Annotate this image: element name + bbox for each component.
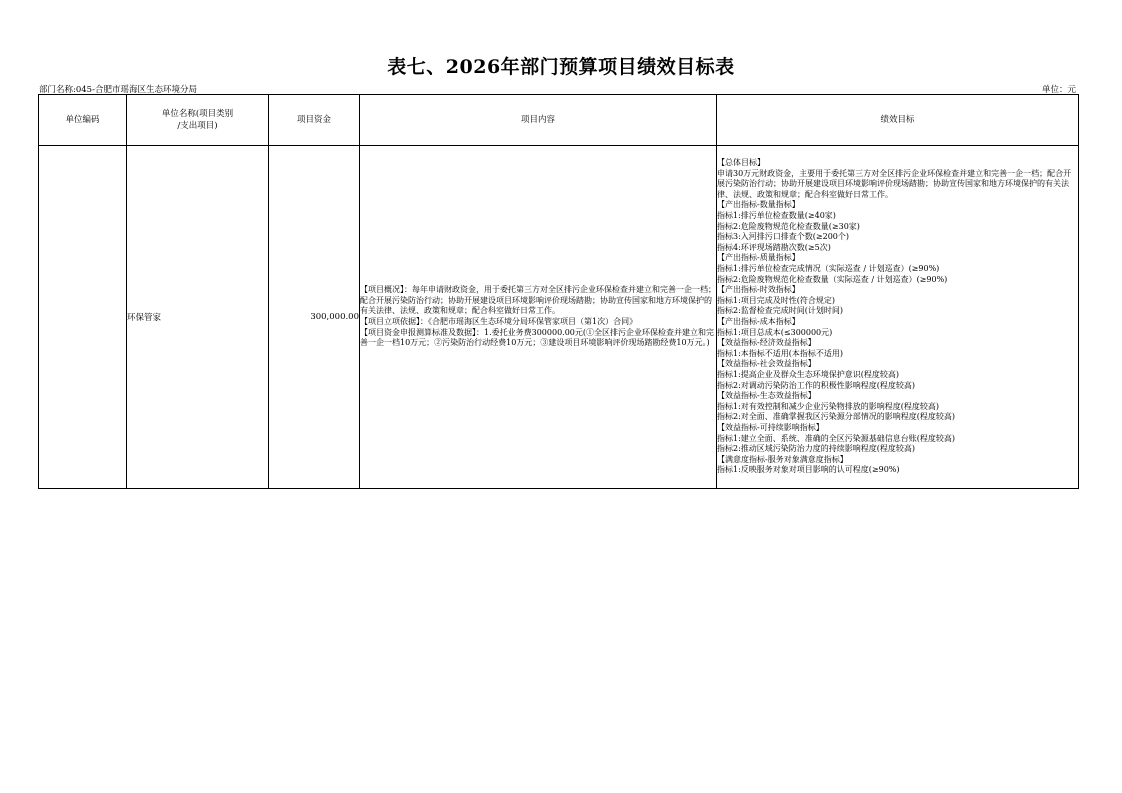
target-line: 指标3:入河排污口排查个数(≥200个)	[717, 232, 849, 242]
target-line: 申请30万元财政资金，主要用于委托第三方对全区排污企业环保检查并建立和完善一企一档；配合开展污染防治行动；协助开展建设项目环境影响评价现场踏勘；协助宣传国家和地方环境保护的有关法律、法规、政策和规章；配合科室做好日常工作。	[717, 168, 1072, 199]
target-line: 指标1:反映服务对象对项目影响的认可程度(≥90%)	[717, 465, 900, 475]
target-line: 指标2:监督检查完成时间(计划时间)	[717, 306, 844, 316]
performance-target-table	[38, 94, 1079, 489]
target-line: 指标1:本指标不适用(本指标不适用)	[717, 348, 844, 358]
target-line: 【总体目标】	[717, 158, 765, 168]
cell-unit-code	[39, 146, 127, 489]
header-unit-name-line1: 单位名称(项目类别	[161, 109, 234, 119]
cell-project-name: 环保管家	[127, 146, 269, 489]
content-overview: 【项目概况】：每年申请财政资金，用于委托第三方对全区排污企业环保检查并建立和完善一企一档；配合开展污染防治行动；协助开展建设项目环境影响评价现场踏勘；协助宣传国家和地方环境保护的有关法律、法规、政策和规章；配合科室做好日常工作。	[360, 285, 716, 316]
target-line: 【产出指标-质量指标】	[717, 253, 800, 263]
target-line: 【产出指标-成本指标】	[717, 317, 800, 326]
header-project-fund: 项目资金	[269, 95, 360, 146]
target-line: 指标1:建立全面、系统、准确的全区污染源基础信息台账(程度较高)	[717, 433, 956, 443]
target-line: 指标1:提高企业及群众生态环境保护意识(程度较高)	[717, 369, 900, 379]
header-unit-code: 单位编码	[39, 95, 127, 146]
cell-performance-target	[717, 146, 1079, 489]
target-line: 【满意度指标-服务对象满意度指标】	[717, 454, 848, 464]
header-performance-target: 绩效目标	[717, 95, 1079, 146]
target-line: 指标1:项目完成及时性(符合规定)	[717, 295, 836, 305]
target-line: 【效益指标-经济效益指标】	[717, 338, 816, 348]
unit-label: 单位：元	[1041, 85, 1076, 95]
target-line: 【效益指标-社会效益指标】	[717, 359, 816, 369]
target-line: 指标1:对有效控制和减少企业污染物排放的影响程度(程度较高)	[717, 401, 940, 411]
content-basis: 【项目立项依据】：《合肥市瑶海区生态环境分局环保管家项目（第1次）合同》	[360, 317, 638, 326]
department-name: 部门名称:045-合肥市瑶海区生态环境分局	[39, 85, 197, 95]
cell-project-content	[360, 146, 717, 489]
table-row	[39, 146, 1079, 489]
table-header-row	[39, 95, 1079, 146]
header-project-content: 项目内容	[360, 95, 717, 146]
target-line: 指标2:对全面、准确掌握我区污染源分部情况的影响程度(程度较高)	[717, 412, 956, 422]
target-line: 指标2:危险废物规范化检查数量（实际巡查 / 计划巡查）(≥90%)	[717, 274, 948, 284]
target-line: 【产出指标-数量指标】	[717, 200, 800, 210]
target-line: 指标1:排污单位检查数量(≥40家)	[717, 211, 836, 221]
cell-project-fund: 300,000.00	[269, 146, 360, 489]
target-line: 【产出指标-时效指标】	[717, 285, 800, 295]
target-line: 【效益指标-生态效益指标】	[717, 391, 816, 401]
target-line: 指标4:环评现场踏勘次数(≥5次)	[717, 242, 831, 252]
target-line: 指标2:危险废物规范化检查数量(≥30家)	[717, 221, 860, 231]
header-unit-name	[127, 95, 269, 146]
page-title: 表七、2026年部门预算项目绩效目标表	[387, 56, 735, 78]
target-line: 指标2:对调动污染防治工作的积极性影响程度(程度较高)	[717, 380, 916, 390]
target-line: 指标1:项目总成本(≤300000元)	[717, 327, 833, 337]
target-line: 【效益指标-可持续影响指标】	[717, 422, 824, 432]
target-line: 指标2:推动区域污染防治力度的持续影响程度(程度较高)	[717, 444, 916, 454]
target-line: 指标1:排污单位检查完成情况（实际巡查 / 计划巡查）(≥90%)	[717, 264, 940, 274]
content-budget-standard: 【项目资金申报测算标准及数据】：1.委托业务费300000.00元(①全区排污企业环保检查并建立和完善一企一档10万元；②污染防治行动经费10万元；③建设项目环境影响评价现场踏勘经费10万元。)	[360, 327, 715, 348]
header-unit-name-line2: /支出项目)	[177, 121, 218, 131]
